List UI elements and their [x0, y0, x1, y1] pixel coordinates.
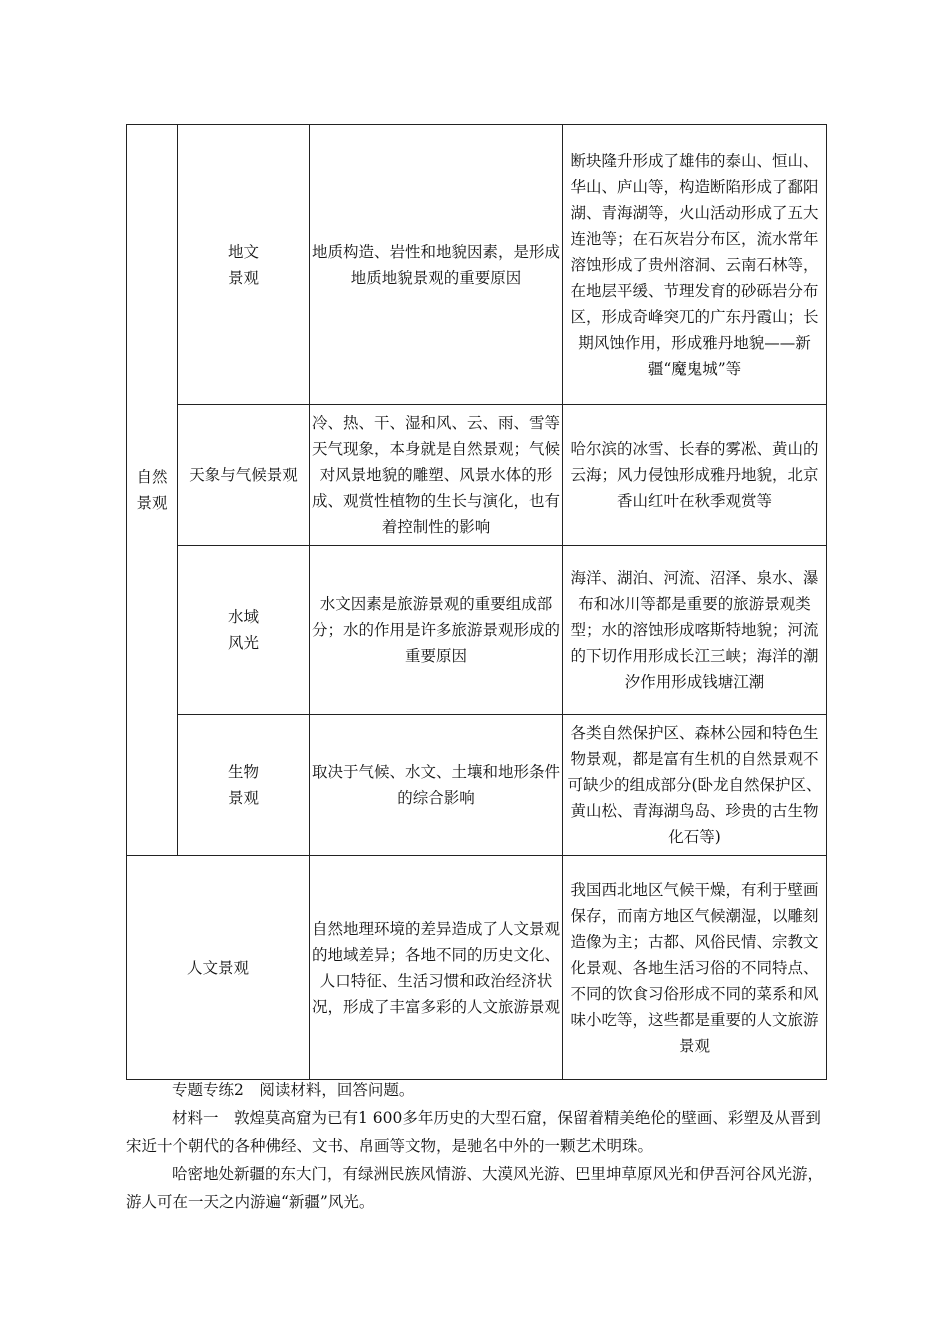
- formation-factor: 自然地理环境的差异造成了人文景观的地域差异；各地不同的历史文化、人口特征、生活习惯和政治经济状况，形成了丰富多彩的人文旅游景观: [310, 856, 563, 1080]
- landscape-examples: 海洋、湖泊、河流、沼泽、泉水、瀑布和冰川等都是重要的旅游景观类型；水的溶蚀形成喀斯特地貌；河流的下切作用形成长江三峡；海洋的潮汐作用形成钱塘江潮: [563, 546, 827, 715]
- formation-factor: 地质构造、岩性和地貌因素，是形成地质地貌景观的重要原因: [310, 125, 563, 405]
- landscape-examples: 各类自然保护区、森林公园和特色生物景观，都是富有生机的自然景观不可缺少的组成部分(卧龙自然保护区、黄山松、青海湖鸟岛、珍贵的古生物化石等): [563, 715, 827, 856]
- formation-factor: 水文因素是旅游景观的重要组成部分；水的作用是许多旅游景观形成的重要原因: [310, 546, 563, 715]
- formation-factor: 取决于气候、水文、土壤和地形条件的综合影响: [310, 715, 563, 856]
- category-human: [127, 856, 310, 1080]
- category-natural: [127, 125, 178, 856]
- table-row: [127, 715, 827, 856]
- material-paragraph: 材料一 敦煌莫高窟为已有1 600多年历史的大型石窟，保留着精美绝伦的壁画、彩塑及从晋到宋近十个朝代的各种佛经、文书、帛画等文物，是驰名中外的一颗艺术明珠。: [126, 1109, 821, 1155]
- table-row: [127, 125, 827, 405]
- landscape-type: 生物景观: [178, 715, 310, 856]
- material-paragraph: 哈密地处新疆的东大门，有绿洲民族风情游、大漠风光游、巴里坤草原风光和伊吾河谷风光游，游人可在一天之内游遍“新疆”风光。: [126, 1165, 824, 1211]
- category-human-label: 人文景观: [186, 958, 249, 977]
- exercise-heading: 专题专练2 阅读材料，回答问题。: [172, 1081, 415, 1099]
- landscape-type: 水域风光: [178, 546, 310, 715]
- landscape-examples: 断块隆升形成了雄伟的泰山、恒山、华山、庐山等，构造断陷形成了鄱阳湖、青海湖等，火山活动形成了五大连池等；在石灰岩分布区，流水常年溶蚀形成了贵州溶洞、云南石林等，在地层平缓、节理发育的砂砾岩分布区，形成奇峰突兀的广东丹霞山；长期风蚀作用，形成雅丹地貌——新疆“魔鬼城”等: [563, 125, 827, 405]
- landscape-type: 天象与气候景观: [178, 405, 310, 546]
- landscape-examples: 哈尔滨的冰雪、长春的雾凇、黄山的云海；风力侵蚀形成雅丹地貌，北京香山红叶在秋季观赏等: [563, 405, 827, 546]
- category-natural-label: 自然景观: [136, 468, 168, 512]
- table-row: [127, 405, 827, 546]
- landscape-type: 地文景观: [178, 125, 310, 405]
- exercise-materials: [126, 1104, 824, 1216]
- formation-factor: 冷、热、干、湿和风、云、雨、雪等天气现象，本身就是自然景观；气候对风景地貌的雕塑、风景水体的形成、观赏性植物的生长与演化，也有着控制性的影响: [310, 405, 563, 546]
- table-row: [127, 546, 827, 715]
- table-row: [127, 856, 827, 1080]
- landscape-examples: 我国西北地区气候干燥，有利于壁画保存，而南方地区气候潮湿，以雕刻造像为主；古都、风俗民情、宗教文化景观、各地生活习俗的不同特点、不同的饮食习俗形成不同的菜系和风味小吃等，这些都是重要的人文旅游景观: [563, 856, 827, 1080]
- landscape-table: [126, 124, 827, 1080]
